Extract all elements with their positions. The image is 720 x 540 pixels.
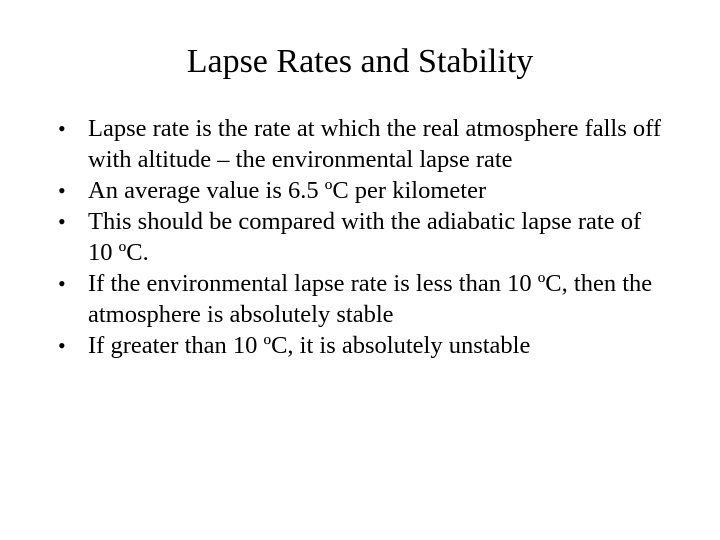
slide-title: Lapse Rates and Stability (186, 43, 534, 80)
bullet-text: If the environmental lapse rate is less than 10 ºC, then the atmosphere is absolutely stable (88, 270, 653, 328)
bullet-text: If greater than 10 ºC, it is absolutely unstable (88, 332, 531, 359)
bullet-item (58, 113, 670, 175)
bullet-item (58, 206, 670, 268)
bullet-icon: • (58, 178, 66, 203)
bullet-icon: • (58, 333, 66, 358)
bullet-icon: • (58, 271, 66, 296)
bullet-text: Lapse rate is the rate at which the real atmosphere falls off with altitude – the environmental lapse rate (88, 115, 662, 173)
bullet-item (58, 330, 670, 361)
bullet-item (58, 268, 670, 330)
bullet-text: This should be compared with the adiabatic lapse rate of 10 ºC. (88, 208, 642, 266)
bullet-item (58, 175, 670, 206)
bullet-text: An average value is 6.5 ºC per kilometer (88, 177, 487, 204)
bullet-icon: • (58, 209, 66, 234)
bullet-icon: • (58, 116, 66, 141)
bullet-list (58, 113, 670, 361)
